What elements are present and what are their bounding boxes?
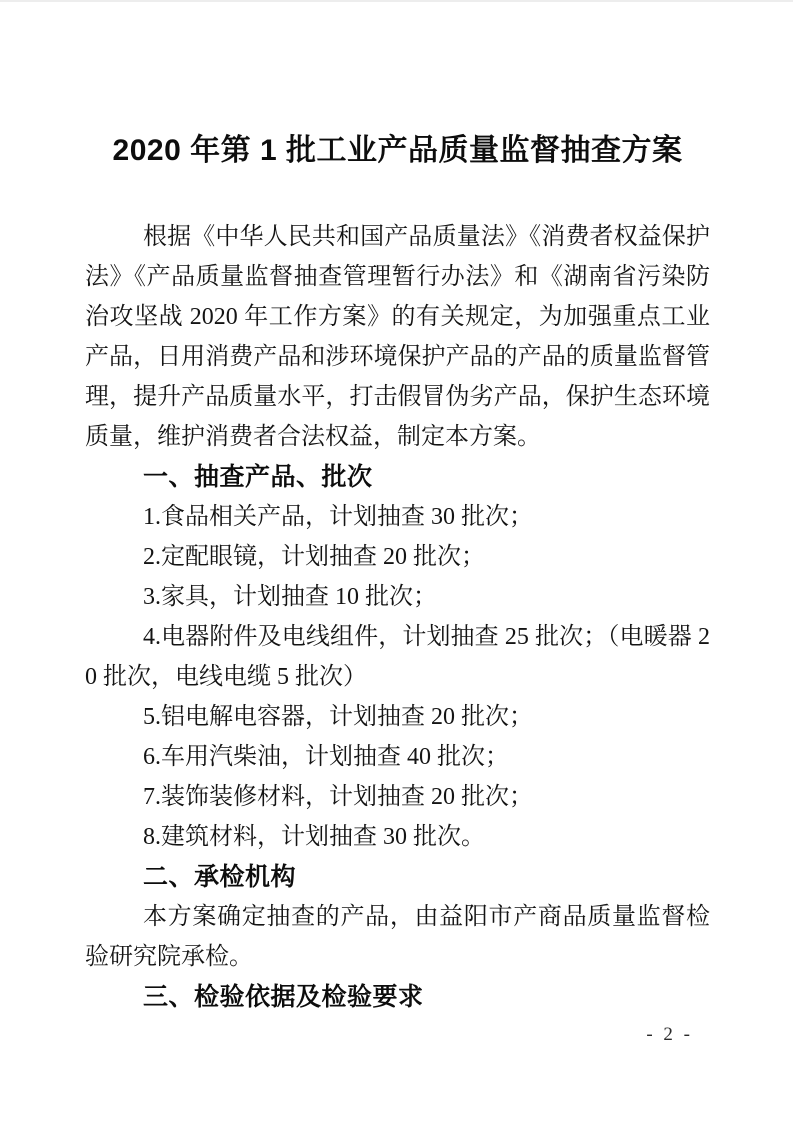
list-item-furniture: 3.家具，计划抽查 10 批次； xyxy=(143,584,437,610)
document-content xyxy=(0,2,793,1017)
section-heading-inspection-basis: 三、检验依据及检验要求 xyxy=(143,983,424,1011)
intro-paragraph: 根据《中华人民共和国产品质量法》《消费者权益保护法》《产品质量监督抽查管理暂行办法》和《湖南省污染防治攻坚战 2020 年工作方案》的有关规定，为加强重点工业产品，日用消费产品和涉环境保护产品的产品的质量监督管理，提升产品质量水平，打击假冒伪劣产品，保护生态环境质量，维护消费者合法权益，制定本方案。 xyxy=(85,224,710,450)
inspection-agency-paragraph: 本方案确定抽查的产品，由益阳市产商品质量监督检验研究院承检。 xyxy=(85,904,710,970)
list-item-aluminum-capacitors: 5.铝电解电容器，计划抽查 20 批次； xyxy=(143,704,533,730)
list-item-food-contact-products: 1.食品相关产品，计划抽查 30 批次； xyxy=(143,504,533,530)
section-heading-products: 一、抽查产品、批次 xyxy=(143,463,373,491)
document-title: 2020 年第 1 批工业产品质量监督抽查方案 xyxy=(112,134,683,167)
page-number: - 2 - xyxy=(646,1024,693,1045)
list-item-prescription-glasses: 2.定配眼镜，计划抽查 20 批次； xyxy=(143,544,485,570)
list-item-building-materials: 8.建筑材料，计划抽查 30 批次。 xyxy=(143,824,485,850)
list-item-electrical-accessories: 4.电器附件及电线组件，计划抽查 25 批次；（电暖器 20 批次，电线电缆 5 批次） xyxy=(85,624,710,690)
section-heading-inspection-agency: 二、承检机构 xyxy=(143,863,297,891)
list-item-vehicle-fuel: 6.车用汽柴油，计划抽查 40 批次； xyxy=(143,744,509,770)
list-item-decoration-materials: 7.装饰装修材料，计划抽查 20 批次； xyxy=(143,784,533,810)
